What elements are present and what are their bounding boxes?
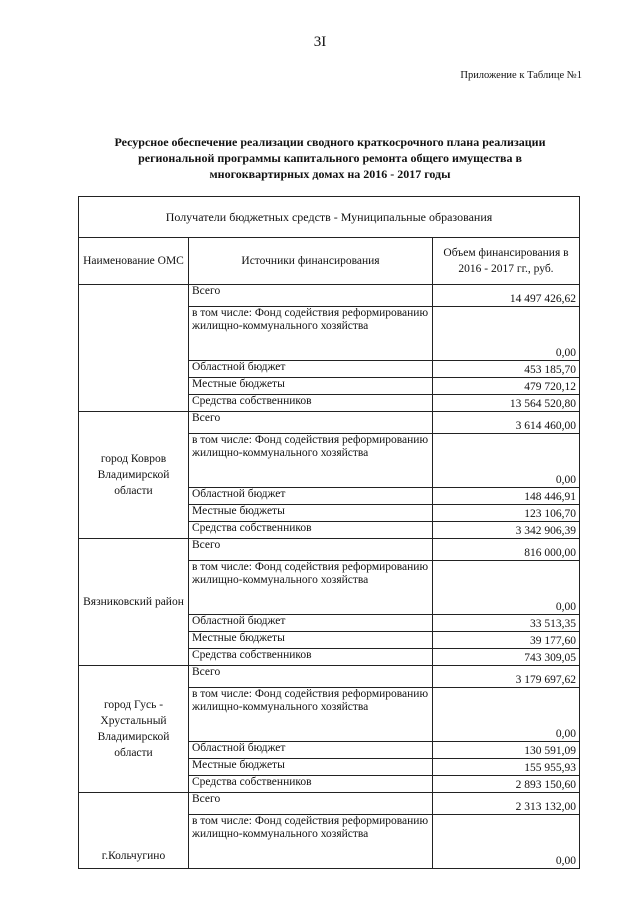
column-header-row — [79, 238, 580, 285]
table-row — [79, 793, 580, 815]
source-cell: Местные бюджеты — [189, 759, 433, 776]
source-cell: Областной бюджет — [189, 488, 433, 505]
amount-cell: 39 177,60 — [433, 632, 580, 649]
amount-cell: 0,00 — [433, 434, 580, 488]
source-cell: Средства собственников — [189, 649, 433, 666]
amount-cell: 130 591,09 — [433, 742, 580, 759]
source-cell: Областной бюджет — [189, 742, 433, 759]
amount-cell: 155 955,93 — [433, 759, 580, 776]
oms-name — [79, 285, 189, 412]
table-row — [79, 539, 580, 561]
source-cell: Местные бюджеты — [189, 632, 433, 649]
source-cell: Всего — [189, 793, 433, 815]
source-cell: в том числе: Фонд содействия реформированию жилищно-коммунального хозяйства — [189, 434, 433, 488]
group-header: Получатели бюджетных средств - Муниципальные образования — [79, 197, 580, 238]
source-cell: в том числе: Фонд содействия реформированию жилищно-коммунального хозяйства — [189, 561, 433, 615]
amount-cell: 0,00 — [433, 688, 580, 742]
amount-cell: 816 000,00 — [433, 539, 580, 561]
amount-cell: 13 564 520,80 — [433, 395, 580, 412]
title-line: Ресурсное обеспечение реализации сводного краткосрочного плана реализации — [114, 135, 546, 149]
amount-cell: 2 893 150,60 — [433, 776, 580, 793]
amount-cell: 2 313 132,00 — [433, 793, 580, 815]
amount-cell: 743 309,05 — [433, 649, 580, 666]
source-cell: Всего — [189, 539, 433, 561]
source-cell: Средства собственников — [189, 395, 433, 412]
amount-cell: 3 342 906,39 — [433, 522, 580, 539]
source-cell: Областной бюджет — [189, 615, 433, 632]
oms-name: г.Кольчугино — [79, 793, 189, 869]
source-cell: Местные бюджеты — [189, 378, 433, 395]
source-cell: Всего — [189, 666, 433, 688]
amount-cell: 14 497 426,62 — [433, 285, 580, 307]
header-name: Наименование ОМС — [79, 238, 189, 285]
amount-cell: 0,00 — [433, 561, 580, 615]
amount-cell: 453 185,70 — [433, 361, 580, 378]
source-cell: в том числе: Фонд содействия реформированию жилищно-коммунального хозяйства — [189, 307, 433, 361]
page-number: 3I — [313, 34, 327, 50]
source-cell: Средства собственников — [189, 776, 433, 793]
table-row — [79, 666, 580, 688]
title-line: многоквартирных домах на 2016 - 2017 годы — [209, 167, 451, 181]
header-source: Источники финансирования — [189, 238, 433, 285]
source-cell: Всего — [189, 285, 433, 307]
source-cell: в том числе: Фонд содействия реформированию жилищно-коммунального хозяйства — [189, 688, 433, 742]
oms-name: Вязниковский район — [79, 539, 189, 666]
group-header-row — [79, 197, 580, 238]
amount-cell: 0,00 — [433, 307, 580, 361]
source-cell: Областной бюджет — [189, 361, 433, 378]
amount-cell: 33 513,35 — [433, 615, 580, 632]
source-cell: Местные бюджеты — [189, 505, 433, 522]
oms-name: город Ковров Владимирской области — [79, 412, 189, 539]
appendix-label: Приложение к Таблице №1 — [460, 70, 582, 81]
table-row — [79, 412, 580, 434]
amount-cell: 148 446,91 — [433, 488, 580, 505]
amount-cell: 0,00 — [433, 815, 580, 869]
header-amount: Объем финансирования в 2016 - 2017 гг., руб. — [433, 238, 580, 285]
amount-cell: 3 179 697,62 — [433, 666, 580, 688]
oms-name: город Гусь - Хрустальный Владимирской области — [79, 666, 189, 793]
document-title — [80, 134, 580, 182]
amount-cell: 123 106,70 — [433, 505, 580, 522]
source-cell: Средства собственников — [189, 522, 433, 539]
title-line: региональной программы капитального ремонта общего имущества в — [138, 151, 522, 165]
amount-cell: 3 614 460,00 — [433, 412, 580, 434]
source-cell: в том числе: Фонд содействия реформированию жилищно-коммунального хозяйства — [189, 815, 433, 869]
amount-cell: 479 720,12 — [433, 378, 580, 395]
financing-table — [78, 196, 580, 869]
table-row — [79, 285, 580, 307]
source-cell: Всего — [189, 412, 433, 434]
